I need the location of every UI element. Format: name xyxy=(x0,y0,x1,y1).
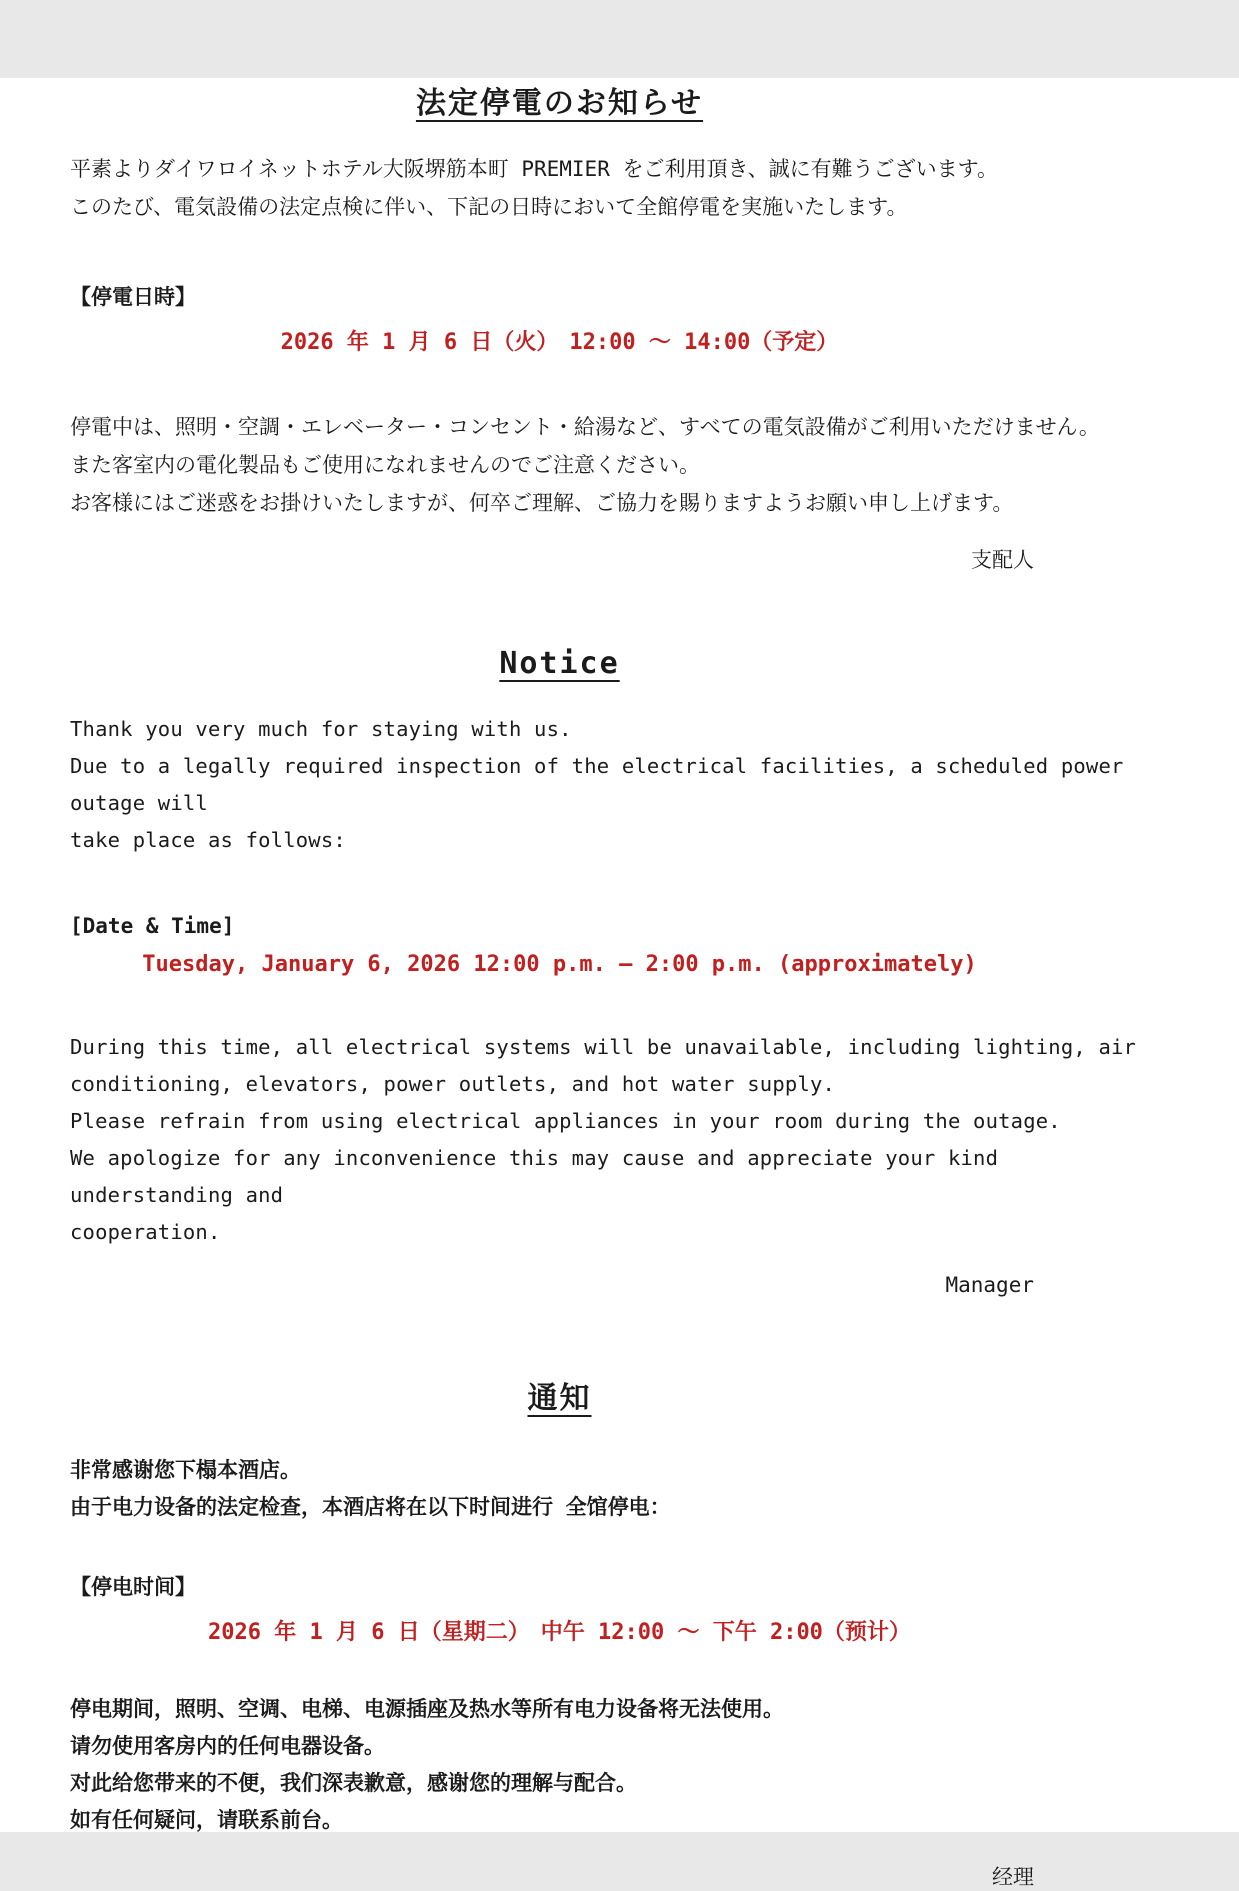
japanese-intro-line: このたび、電気設備の法定点検に伴い、下記の日時において全館停電を実施いたします。 xyxy=(70,195,908,219)
english-intro-line: take place as follows: xyxy=(70,828,346,852)
japanese-body xyxy=(70,408,1169,522)
english-body-line: cooperation. xyxy=(70,1220,221,1244)
japanese-section-title: 法定停電のお知らせ xyxy=(415,86,704,121)
english-body-line: During this time, all electrical systems will be unavailable, including lighting, air xyxy=(70,1035,1137,1059)
chinese-intro xyxy=(70,1452,1169,1526)
english-body-line: Please refrain from using electrical appliances in your room during the outage. xyxy=(70,1109,1061,1133)
chinese-section xyxy=(70,1373,1169,1891)
chinese-body-line: 如有任何疑问，请联系前台。 xyxy=(70,1808,343,1832)
chinese-section-title: 通知 xyxy=(527,1381,592,1416)
english-datetime-label: [Date & Time] xyxy=(70,914,235,938)
japanese-section xyxy=(70,78,1169,574)
english-body-line: conditioning, elevators, power outlets, and hot water supply. xyxy=(70,1072,836,1096)
japanese-datetime-label: 【停電日時】 xyxy=(70,285,196,309)
english-section xyxy=(70,646,1169,1297)
english-intro-line: Thank you very much for staying with us. xyxy=(70,717,572,741)
notice-document-page xyxy=(0,78,1239,1889)
chinese-body-line: 对此给您带来的不便，我们深表歉意，感谢您的理解与配合。 xyxy=(70,1771,637,1795)
document-content xyxy=(0,78,1239,1891)
chinese-body xyxy=(70,1691,1169,1839)
japanese-body-line: お客様にはご迷惑をお掛けいたしますが、何卒ご理解、ご協力を賜りますようお願い申し上げます。 xyxy=(70,491,1014,515)
japanese-signature: 支配人 xyxy=(971,548,1034,572)
english-body xyxy=(70,1029,1169,1251)
japanese-body-line: また客室内の電化製品もご使用になれませんのでご注意ください。 xyxy=(70,453,700,477)
chinese-body-line: 请勿使用客房内的任何电器设备。 xyxy=(70,1734,385,1758)
japanese-intro xyxy=(70,150,1169,226)
japanese-datetime-value: 2026 年 1 月 6 日（火） 12:00 ～ 14:00（予定） xyxy=(280,330,839,355)
chinese-datetime-value: 2026 年 1 月 6 日（星期二） 中午 12:00 ～ 下午 2:00（预计） xyxy=(208,1620,911,1645)
japanese-intro-line: 平素よりダイワロイネットホテル大阪堺筋本町 PREMIER をご利用頂き、誠に有難うございます。 xyxy=(70,157,998,181)
english-section-title: Notice xyxy=(499,646,620,681)
japanese-body-line: 停電中は、照明・空調・エレベーター・コンセント・給湯など、すべての電気設備がご利用いただけません。 xyxy=(70,415,1100,439)
chinese-intro-line: 由于电力设备的法定检查，本酒店将在以下时间进行 全馆停电： xyxy=(70,1495,671,1519)
english-intro xyxy=(70,711,1169,859)
chinese-body-line: 停电期间，照明、空调、电梯、电源插座及热水等所有电力设备将无法使用。 xyxy=(70,1697,784,1721)
english-body-line: We apologize for any inconvenience this may cause and appreciate your kind understanding and xyxy=(70,1146,999,1207)
chinese-signature: 经理 xyxy=(992,1865,1034,1889)
chinese-datetime-label: 【停电时间】 xyxy=(70,1575,196,1599)
english-datetime-value: Tuesday, January 6, 2026 12:00 p.m. – 2:00 p.m. (approximately) xyxy=(142,952,977,977)
english-signature: Manager xyxy=(945,1273,1034,1297)
chinese-intro-line: 非常感谢您下榻本酒店。 xyxy=(70,1458,301,1482)
english-intro-line: Due to a legally required inspection of the electrical facilities, a scheduled power outage will xyxy=(70,754,1124,815)
